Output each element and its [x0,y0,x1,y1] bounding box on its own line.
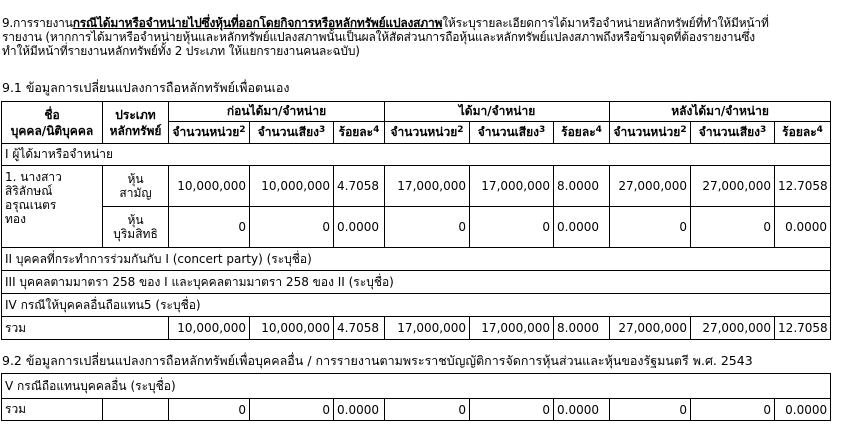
header-acq-units [385,122,470,144]
units-label: จำนวนหน่วย [613,125,681,139]
group1-label: I ผู้ได้มาหรือจำหน่าย [2,144,831,166]
header-type-line1: ประเภท [115,107,156,122]
total-after-pct: 0.0000 [775,399,831,421]
person-name [2,166,103,248]
header-before-pct [334,122,385,144]
intro-paragraph [2,16,836,58]
header-before-units [169,122,250,144]
total-before-pct: 0.0000 [334,399,385,421]
total-label: รวม [2,317,169,340]
table-row [2,166,831,207]
intro-rest-line1: ให้ระบุรายละเอียดการได้มาหรือจำหน่ายหลักทรัพย์ที่ทำให้มีหน้าที่ [442,16,769,30]
security-type-line1: หุ้น [127,172,144,186]
total-after-units: 27,000,000 [610,317,691,340]
total-row [2,317,831,340]
total-acq-pct: 0.0000 [554,399,610,421]
before-votes: 0 [250,207,334,248]
header-type [103,102,169,144]
header-name [2,102,103,144]
intro-prefix: 9.การรายงาน [2,16,73,30]
percent-sup: 4 [816,125,823,135]
acq-units: 17,000,000 [385,166,470,207]
empty-type-cell [103,399,169,421]
total-acq-units: 17,000,000 [385,317,470,340]
total-row [2,399,831,421]
section1-title: 9.1 ข้อมูลการเปลี่ยนแปลงการถือหลักทรัพย์เพื่อตนเอง [2,80,290,95]
header-acquired: ได้มา/จำหน่าย [385,102,610,122]
total-before-pct: 4.7058 [334,317,385,340]
units-label: จำนวนหน่วย [390,125,458,139]
after-votes: 27,000,000 [691,166,775,207]
security-type-line1: หุ้น [127,213,144,227]
person-name-line1: 1. นางสาว [5,170,62,184]
total-after-pct: 12.7058 [775,317,831,340]
total-acq-units: 0 [385,399,470,421]
group5-label: V กรณีถือแทนบุคคลอื่น (ระบุชื่อ) [2,374,831,399]
total-before-votes: 0 [250,399,334,421]
intro-line3: ทำให้มีหน้าที่รายงานหลักทรัพย์ทั้ง 2 ประเภท ให้แยกรายงานคนละฉบับ) [2,44,360,58]
percent-label: ร้อยละ [782,125,817,139]
total-before-units: 10,000,000 [169,317,250,340]
header-type-line2: หลักทรัพย์ [109,123,162,138]
votes-sup: 3 [760,125,767,135]
total-before-units: 0 [169,399,250,421]
before-pct: 0.0000 [334,207,385,248]
header-before-votes [250,122,334,144]
header-name-line2: บุคคล/นิติบุคคล [10,123,94,138]
after-units: 0 [610,207,691,248]
votes-sup: 3 [539,125,546,135]
total-after-votes: 0 [691,399,775,421]
total-label: รวม [2,399,103,421]
person-name-line4: ทอง [5,212,26,226]
units-sup: 2 [457,125,464,135]
total-after-votes: 27,000,000 [691,317,775,340]
votes-label: จำนวนเสียง [257,125,319,139]
header-after-pct [775,122,831,144]
units-label: จำนวนหน่วย [172,125,240,139]
votes-label: จำนวนเสียง [698,125,761,139]
person-name-line2: สิริลักษณ์ [5,184,53,198]
acq-units: 0 [385,207,470,248]
header-before: ก่อนได้มา/จำหน่าย [169,102,385,122]
acq-pct: 8.0000 [554,166,610,207]
holdings-table-others [1,373,831,421]
before-votes: 10,000,000 [250,166,334,207]
header-acq-pct [554,122,610,144]
units-sup: 2 [239,125,246,135]
before-units: 0 [169,207,250,248]
header-after: หลังได้มา/จำหน่าย [610,102,831,122]
security-type-line2: สามัญ [119,186,152,200]
security-type [103,166,169,207]
intro-bold-heading: กรณีได้มาหรือจำหน่ายไปซึ่งหุ้นที่ออกโดยกิจการหรือหลักทรัพย์แปลงสภาพ [72,16,443,30]
table-row [2,207,831,248]
after-votes: 0 [691,207,775,248]
acq-votes: 0 [470,207,554,248]
header-acq-votes [470,122,554,144]
after-pct: 12.7058 [775,166,831,207]
units-sup: 2 [680,125,687,135]
before-units: 10,000,000 [169,166,250,207]
section2-title: 9.2 ข้อมูลการเปลี่ยนแปลงการถือหลักทรัพย์เพื่อบุคคลอื่น / การรายงานตามพระราชบัญญัติการจัดการหุ้นส่วนและหุ้นของรัฐมนตรี พ.ศ. 2543 [2,353,753,368]
percent-label: ร้อยละ [338,125,374,139]
security-type-line2: บุริมสิทธิ [113,227,158,241]
votes-label: จำนวนเสียง [477,125,539,139]
group2-label: II บุคคลที่กระทำการร่วมกันกับ I (concert party) (ระบุชื่อ) [2,248,831,271]
before-pct: 4.7058 [334,166,385,207]
header-after-units [610,122,691,144]
acq-pct: 0.0000 [554,207,610,248]
total-before-votes: 10,000,000 [250,317,334,340]
percent-sup: 4 [373,125,380,135]
security-type [103,207,169,248]
after-units: 27,000,000 [610,166,691,207]
holdings-table-self [1,101,831,340]
votes-sup: 3 [318,125,326,135]
header-name-line1: ชื่อ [44,107,60,122]
group3-label: III บุคคลตามมาตรา 258 ของ I และบุคคลตามมาตรา 258 ของ II (ระบุชื่อ) [2,271,831,294]
total-after-units: 0 [610,399,691,421]
total-acq-pct: 8.0000 [554,317,610,340]
total-acq-votes: 0 [470,399,554,421]
percent-label: ร้อยละ [561,125,596,139]
percent-sup: 4 [595,125,602,135]
total-acq-votes: 17,000,000 [470,317,554,340]
acq-votes: 17,000,000 [470,166,554,207]
group4-label: IV กรณีให้บุคคลอื่นถือแทน5 (ระบุชื่อ) [2,294,831,317]
header-after-votes [691,122,775,144]
intro-line2: รายงาน (หากการได้มาหรือจำหน่ายหุ้นและหลักทรัพย์แปลงสภาพนั้นเป็นผลให้สัดส่วนการถือหุ้นและหลักทรัพย์แปลงสภาพถึงหรือข้ามจุดที่ต้องรายงานซึ่ง [2,30,755,44]
person-name-line3: อรุณเนตร [5,198,57,212]
after-pct: 0.0000 [775,207,831,248]
